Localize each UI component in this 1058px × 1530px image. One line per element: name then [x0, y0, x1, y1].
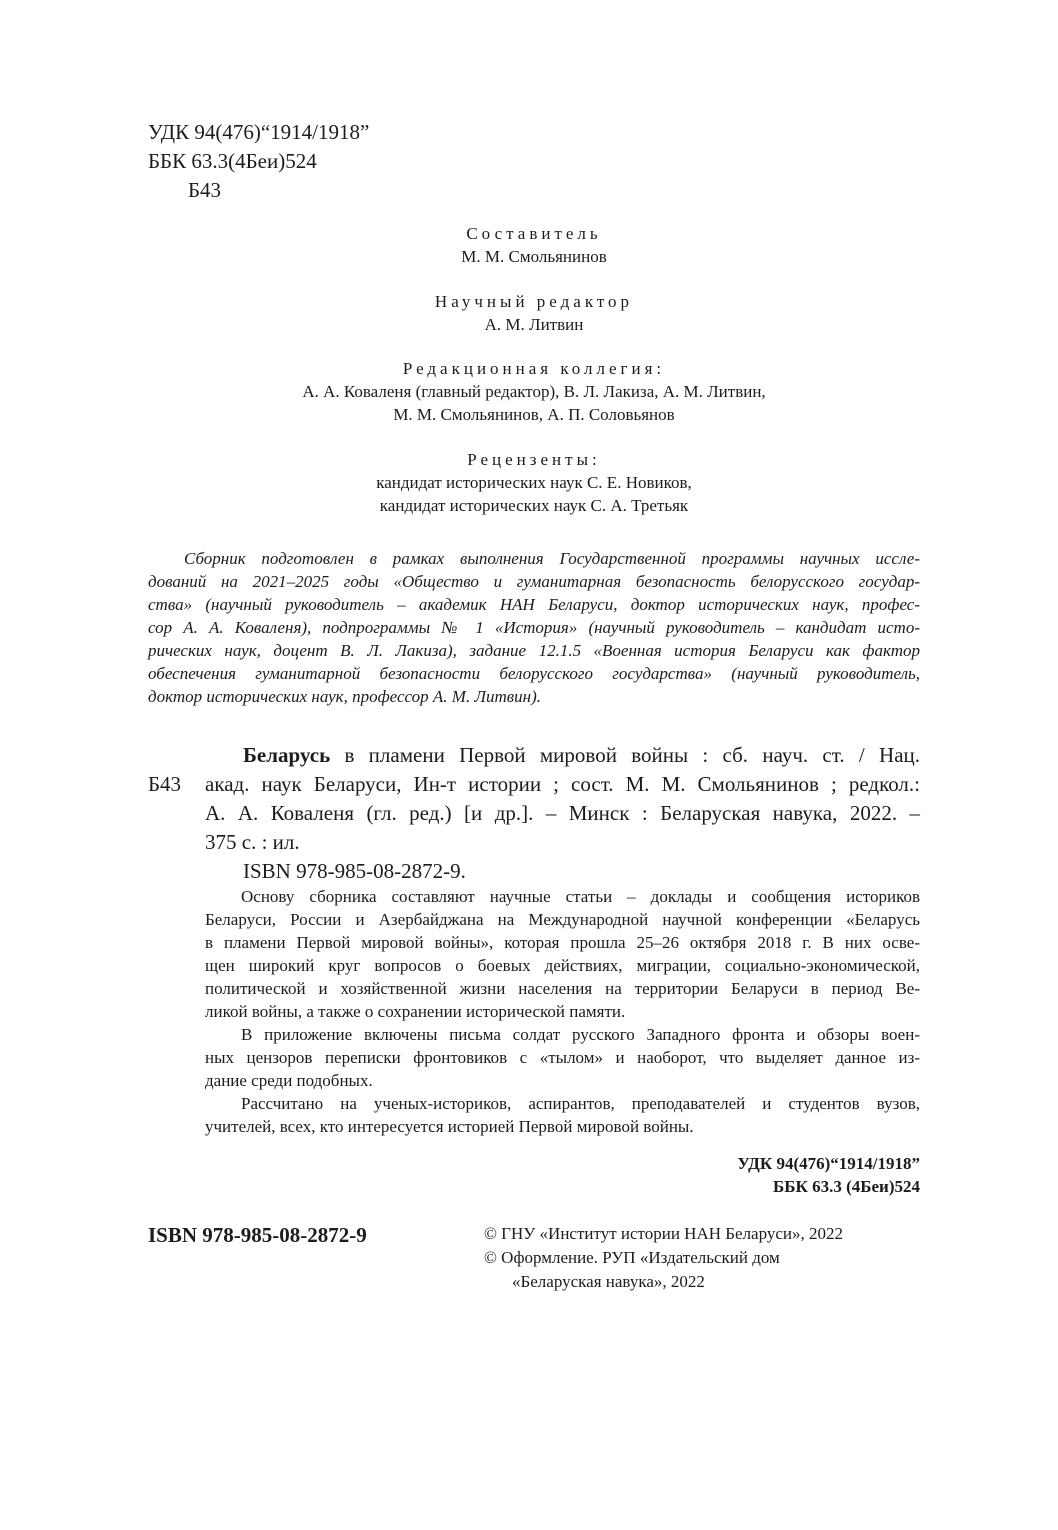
funding-line: ства» (научный руководитель – академик НАН Беларуси, доктор исторических наук, профес-	[148, 595, 920, 614]
editor-name: А. М. Литвин	[484, 315, 584, 334]
bottom-bbk: ББК 63.3 (4Беи)524	[773, 1177, 920, 1196]
catalog-line-1	[205, 741, 920, 770]
catalog-entry	[205, 741, 920, 886]
funding-line: доктор исторических наук, профессор А. М. Литвин).	[148, 687, 541, 706]
abstract-line: ликой войны, а также о сохранении исторической памяти.	[205, 1002, 626, 1021]
board-block	[180, 357, 888, 426]
abstract-line: Беларуси, России и Азербайджана на Международной научной конференции «Беларусь	[205, 910, 920, 929]
board-line-2: М. М. Смольянинов, А. П. Соловьянов	[393, 405, 675, 424]
board-line-1: А. А. Коваленя (главный редактор), В. Л. Лакиза, А. М. Литвин,	[302, 382, 766, 401]
funding-note	[148, 547, 920, 708]
abstract-line: учителей, всех, кто интересуется историей Первой мировой войны.	[205, 1117, 694, 1136]
catalog-title-word: Беларусь	[243, 743, 331, 767]
abstract-line: В приложение включены письма солдат русского Западного фронта и обзоры воен-	[241, 1025, 920, 1044]
board-label: Редакционная коллегия:	[402, 359, 666, 378]
funding-line: дований на 2021–2025 годы «Общество и гуманитарная безопасность белорусского государ-	[148, 572, 920, 591]
funding-line: Сборник подготовлен в рамках выполнения Государственной программы научных иссле-	[184, 549, 920, 568]
bottom-classification	[560, 1152, 920, 1198]
copyright-2: © Оформление. РУП «Издательский дом	[484, 1248, 780, 1267]
editor-label: Научный редактор	[434, 292, 634, 311]
copyright-block	[484, 1222, 843, 1294]
top-udk: УДК 94(476)“1914/1918”	[148, 120, 370, 144]
copyright-3: «Беларуская навука», 2022	[512, 1272, 705, 1291]
top-classification	[148, 118, 369, 205]
compiler-label: Составитель	[466, 224, 602, 243]
abstract-line: политической и хозяйственной жизни населения на территории Беларуси в период Ве-	[205, 979, 920, 998]
abstract-line: Рассчитано на ученых-историков, аспирантов, преподавателей и студентов вузов,	[241, 1094, 920, 1113]
catalog-mark: Б43	[148, 772, 182, 796]
abstract-line: дание среди подобных.	[205, 1071, 373, 1090]
compiler-name: М. М. Смольянинов	[461, 247, 607, 266]
abstract-line: ных цензоров переписки фронтовиков с «тылом» и наоборот, что выделяет данное из-	[205, 1048, 920, 1067]
abstract-line: щен широкий круг вопросов о боевых действиях, миграции, социально-экономической,	[205, 956, 920, 975]
catalog-line-1-rest: в пламени Первой мировой войны : сб. науч. ст. / Нац.	[330, 743, 920, 767]
abstract-line: Основу сборника составляют научные статьи – доклады и сообщения историков	[241, 887, 920, 906]
footer-isbn: ISBN 978-985-08-2872-9	[148, 1223, 367, 1247]
catalog-isbn: ISBN 978-985-08-2872-9.	[243, 859, 466, 883]
abstract-line: в пламени Первой мировой войны», которая прошла 25–26 октября 2018 г. В них осве-	[205, 933, 920, 952]
reviewers-label: Рецензенты:	[467, 450, 601, 469]
reviewer-2: кандидат исторических наук С. А. Третьяк	[379, 496, 689, 515]
catalog-line-2: акад. наук Беларуси, Ин-т истории ; сост. М. М. Смольянинов ; редкол.:	[205, 772, 920, 796]
editor-block	[180, 290, 888, 336]
catalog-line-3: А. А. Коваленя (гл. ред.) [и др.]. – Минск : Беларуская навука, 2022. –	[205, 801, 920, 825]
credits	[180, 222, 888, 268]
reviewers-block	[180, 448, 888, 517]
top-bbk: ББК 63.3(4Беи)524	[148, 149, 317, 173]
top-author-mark: Б43	[188, 178, 222, 202]
catalog-line-4: 375 с. : ил.	[205, 830, 300, 854]
funding-line: рических наук, доцент В. Л. Лакиза), задание 12.1.5 «Военная история Беларуси как фактор	[148, 641, 920, 660]
funding-line: сор А. А. Коваленя), подпрограммы № 1 «История» (научный руководитель – кандидат исто-	[148, 618, 920, 637]
funding-line: обеспечения гуманитарной безопасности белорусского государства» (научный руководитель,	[148, 664, 920, 683]
reviewer-1: кандидат исторических наук С. Е. Новиков,	[376, 473, 692, 492]
copyright-1: © ГНУ «Институт истории НАН Беларуси», 2022	[484, 1224, 844, 1243]
bottom-udk: УДК 94(476)“1914/1918”	[737, 1154, 920, 1173]
abstract	[205, 885, 920, 1138]
